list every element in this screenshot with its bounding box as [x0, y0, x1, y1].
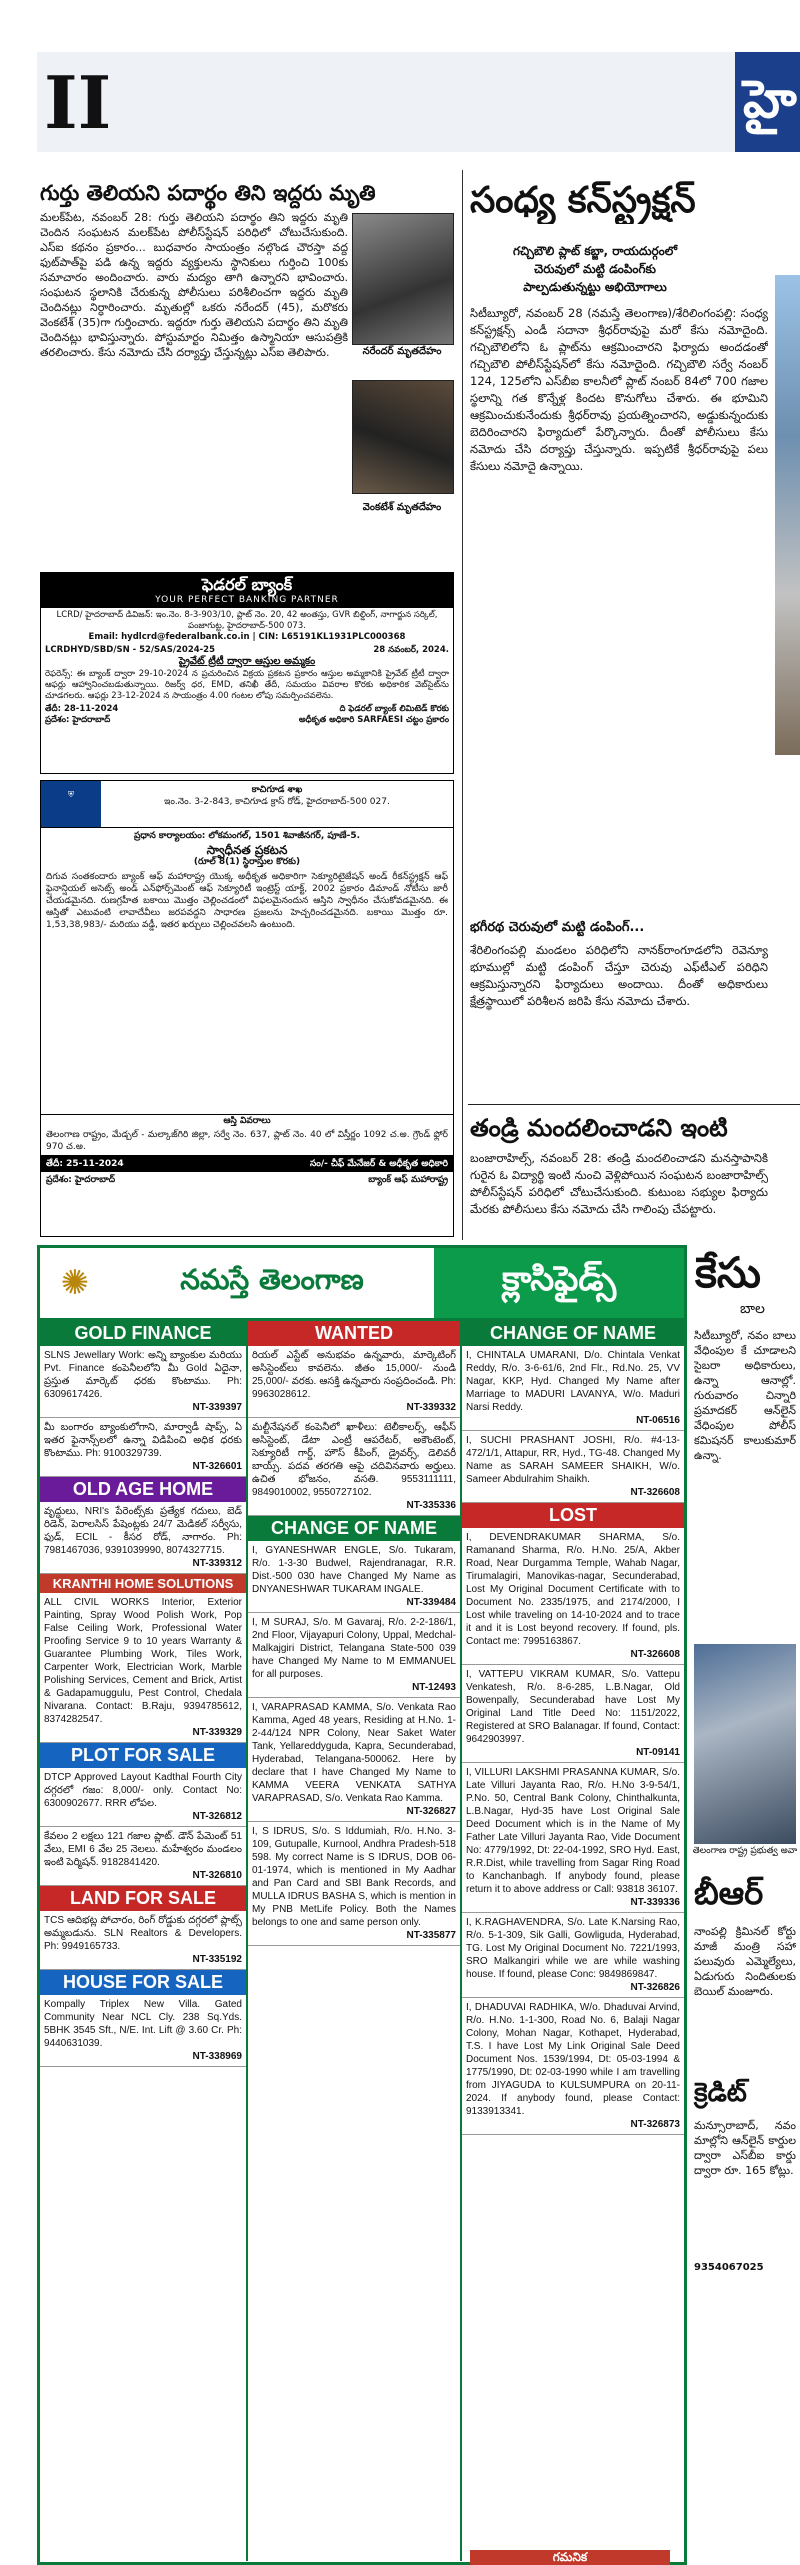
classified-ad — [248, 1418, 460, 1516]
classified-category-heading: PLOT FOR SALE — [40, 1743, 246, 1768]
federal-bank-address: LCRD/ హైదరాబాద్ డివిజన్: ఇం.నెం. 8-3-903/10, ప్లాట్ నెం. 20, 42 అంతస్తు, GVR బిల్డింగ్, నాగార్జున సర్కిల్, పంజాగుట్ట, హైదరాబాద్-500 073. — [56, 610, 438, 631]
bank2-footer-left2: ప్రదేశం: హైదరాబాద్ — [46, 1175, 116, 1185]
telangana-emblem-icon: ✺ — [60, 1263, 90, 1303]
classified-ad — [40, 1321, 246, 1418]
classified-text: మల్టీనేషనల్ కంపెనీలో ఖాళీలు: టెలీకాలర్స్, ఆఫీస్ అసిస్టెంట్, డేటా ఎంట్రీ ఆపరేటర్, అకౌంటెంట్, సెక్యూరిటీ గార్డ్, హౌస్ కీపింగ్, డ్రైవర్స్, డెలివరీ బాయ్స్. పదవ తరగతి ఆపై చదివినవారు అర్హులు. ఉచిత భోజనం, వసతి. 9553111111, 9849010002, 9550727102. — [252, 1422, 456, 1498]
classified-ref-number: NT-12493 — [412, 1682, 456, 1693]
classified-text: రియల్ ఎస్టేట్ అనుభవం ఉన్నవారు, మార్కెటింగ్ అసిస్టెంట్‌లు కావలెను. జీతం 15,000/- నుండి 25,000/- వరకు. ఆసక్తి ఉన్నవారు సంప్రదించండి. Ph: 9963028612. — [252, 1350, 456, 1400]
masthead-right-title: హై — [743, 70, 797, 130]
right-headline-2: బీఆర్ — [694, 1874, 764, 1912]
story1-body — [40, 210, 348, 565]
classified-text: I, SUCHI PRASHANT JOSHI, R/o. #4-13-472/1/1, Attapur, RR, Hyd., TG-48. Changed My Name as SARAH SAMEER SHAIKH, W/o. Sameer Abdulrahim Shaikh. — [466, 1435, 680, 1485]
classified-ad — [462, 1913, 684, 1998]
bank2-body: దిగువ సంతకందారు బ్యాంక్ ఆఫ్ మహారాష్ట్ర యొక్క అధీకృత అధికారిగా సెక్యూరిటైజేషన్ అండ్ రీకన్‌స్ట్రక్షన్ ఆఫ్ ఫైనాన్షియల్ అసెట్స్ అండ్ ఎన్‌ఫోర్స్‌మెంట్ ఆఫ్ సెక్యూరిటీ ఇంట్రెస్ట్ యాక్ట్, 2002 ప్రకారం డిమాండ్ నోటీసు జారీ చేయడమైనది. రుణగ్రహీత బకాయి మొత్తం చెల్లించడంలో విఫలమైనందున ఆస్తిని స్వాధీనం చేసుకోవడమైనది. ఈ ఆస్తితో ఎటువంటి లావాదేవీలు జరపవద్దని సాధారణ ప్రజలను హెచ్చరించడమైనది. బకాయి మొత్తం రూ. 1,53,38,983/- మరియు వడ్డీ, ఇతర ఖర్చులు చెల్లించవలసి ఉంటుంది. — [46, 872, 448, 930]
classified-ad — [248, 1321, 460, 1418]
classified-ad — [40, 1477, 246, 1574]
right-caption: తెలంగాణ రాష్ట్ర ప్రభుత్వ అవా — [692, 1846, 798, 1856]
classified-ref-number: NT-338969 — [192, 2051, 242, 2062]
story2-body — [470, 305, 768, 915]
federal-bank-footer-left: తేదీ: 28-11-2024 — [45, 704, 119, 714]
story2-subhead-4: భగీరథ చెరువులో మట్టి డంపింగ్... — [470, 920, 645, 935]
masthead — [37, 52, 800, 152]
classified-ad — [248, 1613, 460, 1698]
story2-body-2 — [470, 942, 768, 1102]
federal-bank-name: ఫెడరల్ బ్యాంక్ — [201, 575, 293, 594]
story3-headline: తండ్రి మందలించాడని ఇంటి — [470, 1114, 728, 1142]
classified-category-heading: OLD AGE HOME — [40, 1477, 246, 1502]
page-numeral: II — [44, 60, 112, 145]
story1-caption-1: నరేందర్ మృతదేహం — [362, 346, 442, 357]
classified-text: I, CHINTALA UMARANI, D/o. Chintala Venkat Reddy, R/o. 3-6-61/6, 2nd Flr., Rd.No. 25, VV Nagar, KKP, Hyd. Changed My Name after Marriage to MADURI LAVANYA, W/o. Maduri Narsi Reddy. — [466, 1350, 680, 1413]
classified-ad — [248, 1516, 460, 1613]
classified-ref-number: NT-326608 — [630, 1649, 680, 1660]
story3-paragraph: బంజారాహిల్స్, నవంబర్ 28: తండ్రి మందలించాడని మనస్తాపానికి గురైన ఓ విద్యార్థి ఇంటి నుంచి వెళ్లిపోయిన సంఘటన బంజారాహిల్స్ పోలీస్‌స్టేషన్ పరిధిలో చోటుచేసుకుంది. కుటుంబ సభ్యుల ఫిర్యాదు మేరకు పోలీసులు కేసు నమోదు చేసి గాలింపు చేపట్టారు. — [470, 1151, 768, 1216]
story1-photo-1 — [352, 213, 454, 345]
classified-ad — [248, 1698, 460, 1822]
classified-ref-number: NT-339329 — [192, 1727, 242, 1738]
classified-text: I, VARAPRASAD KAMMA, S/o. Venkata Rao Kamma, Aged 48 years, Residing at H.No. 1-2-44/124 NPR Colony, Near Saket Water Tank, Yellareddyguda, Kapra, Secunderabad, Hyderabad, Telangana-500062. Here by declare that I have Changed My Name to KAMMA VEERA VENKATA SATHYA VARAPRASAD, S/o. Venkata Rao Kamma. — [252, 1702, 456, 1804]
classifieds-col-1 — [40, 1321, 248, 2561]
story2-photo-strip — [775, 275, 800, 755]
classified-ad — [40, 1418, 246, 1477]
story2-headline: సంధ్య కన్‌స్ట్రక్షన్ — [470, 180, 696, 221]
bank2-branch: కాచిగూడ శాఖ — [251, 785, 303, 795]
story1-paragraph: మలక్‌పేట, నవంబర్ 28: గుర్తు తెలియని పదార్థం తిని ఇద్దరు మృతి చెందిన సంఘటన మలక్‌పేట పోలీస్‌స్టేషన్ పరిధిలో చోటుచేసుకుంది. ఎస్‌ఐ కథనం ప్రకారం... బుధవారం సాయంత్రం నల్గొండ చౌరస్తా వద్ద ఫుట్‌పాత్‌పై పడి ఉన్న ఇద్దరు వ్యక్తులను స్థానికులు గుర్తించి 100కు సమాచారం అందించారు. వారు మద్యం తాగి ఉన్నారని భావించారు. సంఘటన స్థలానికి చేరుకున్న పోలీసులు పరిశీలించగా ఇద్దరు మృతి చెందినట్లు నిర్ధారించారు. మృతుల్లో ఒకరు నరేందర్ (45), మరొకరు వెంకటేశ్ (35)గా గుర్తించారు. ఇద్దరూ గుర్తు తెలియని పదార్థం తిని మృతి చెందినట్లు భావిస్తున్నారు. పోస్టుమార్టం నిమిత్తం ఉస్మానియా ఆసుపత్రికి తరలించారు. కేసు నమోదు చేసి దర్యాప్తు చేస్తున్నట్లు ఎస్‌ఐ తెలిపారు. — [40, 211, 348, 359]
federal-bank-date: 28 నవంబర్, 2024. — [373, 645, 449, 655]
federal-bank-header — [41, 573, 453, 608]
federal-bank-footer-left2: ప్రదేశం: హైదరాబాద్ — [45, 715, 111, 725]
classified-ad — [462, 1665, 684, 1763]
bank2-footer-left: తేదీ: 25-11-2024 — [46, 1159, 124, 1169]
federal-bank-body: రెఫరెన్స్: ఈ బ్యాంక్ ద్వారా 29-10-2024 న ప్రచురించిన విక్రయ ప్రకటన ప్రకారం ఆస్తుల అమ్మకానికి ప్రైవేట్ ట్రీటీ ద్వారా ఆఫర్లు ఆహ్వానించబడుతున్నాయి. రిజర్వ్ ధర, EMD, తనిఖీ తేదీ, సమయం వివరాల కొరకు అధికారిక వెబ్‌సైట్‌ను చూడగలరు. ఆఫర్లు 23-12-2024 న సాయంత్రం 4.00 గంటల లోపు సమర్పించవలెను. — [45, 669, 449, 701]
federal-bank-footer-right2: అధీకృత అధికారి SARFAESI చట్టం ప్రకారం — [298, 715, 449, 725]
right-column — [690, 1245, 800, 2565]
classified-category-heading: LOST — [462, 1503, 684, 1528]
classifieds-col-2 — [248, 1321, 462, 2561]
classifieds-bottom-tag: గమనిక — [470, 2550, 670, 2565]
classified-ad — [462, 1503, 684, 1665]
story3-body — [470, 1150, 768, 1238]
classified-category-heading: KRANTHI HOME SOLUTIONS — [40, 1574, 246, 1593]
bank2-subtitle: (రూల్ 8(1) స్థిరాస్తుల కొరకు) — [193, 857, 301, 867]
classified-ad — [462, 1998, 684, 2135]
bank2-footer-right: సం/- చీఫ్ మేనేజర్ & అధీకృత అధికారి — [309, 1159, 448, 1169]
right-subhead-1: బాల — [740, 1301, 765, 1317]
right-paragraph-1: సిటీబ్యూరో, నవం బాలు వేధింపుల కే చూడాలని సైబరా అధికారులు, ఉన్నా ఆనాల్లో. గురువారం చిన్నారి ప్రమాదకర్ ఆన్‌లైన్ వేధింపుల పోలీస్ కమిషనర్ కాలుకుమార్ ఉన్నా. — [694, 1329, 796, 1462]
classified-ref-number: NT-339332 — [406, 1402, 456, 1413]
classified-ad — [462, 1431, 684, 1503]
bank2-title: స్వాధీనత ప్రకటన — [206, 843, 288, 857]
story2-paragraph-2: శేరిలింగంపల్లి మండలం పరిధిలోని నానక్‌రాంగూడలోని రెవెన్యూ భూముల్లో మట్టి డంపింగ్ చేస్తూ చెరువు ఎఫ్‌టీఎల్ పరిధిని ఆక్రమిస్తున్నారని ఫిర్యాదులు అందాయి. దీంతో అధికారులు క్షేత్రస్థాయిలో పరిశీలన జరిపి కేసు నమోదు చేశారు. — [470, 943, 768, 1008]
classified-ref-number: NT-326601 — [192, 1461, 242, 1472]
classified-ad — [40, 1827, 246, 1886]
classified-ad — [40, 1886, 246, 1970]
story2-subhead-3: పాల్పడుతున్నట్టు అభియోగాలు — [523, 280, 667, 294]
classified-text: I, VATTEPU VIKRAM KUMAR, S/o. Vattepu Venkatesh, R/o. 8-6-285, L.B.Nagar, Old Bowenpally, Secunderabad have Lost My Original Land Title Deed No: 1151/2022, Registered at SRO Balanagar. If found, Contact: 9642903997. — [466, 1669, 680, 1745]
classified-text: I, GYANESHWAR ENGLE, S/o. Tukaram, R/o. 1-3-30 Budwel, Rajendranagar, R.R. Dist.-500 030 have Changed My Name as DNYANESHWAR TUKARAM INGALE. — [252, 1545, 456, 1595]
bank2-footer-right2: బ్యాంక్ ఆఫ్ మహారాష్ట్ర — [368, 1175, 448, 1185]
bank2-reg-office: ప్రధాన కార్యాలయం: లోకమంగల్, 1501 శివాజీనగర్, పూణే-5. — [133, 831, 361, 841]
classified-text: వృద్ధులు, NRI's పేరెంట్స్‌కు ప్రత్యేక గదులు, బెడ్ రిడెన్, పెరాలసిస్ పేషెంట్లకు 24/7 మెడికల్ సర్వీసు, ఫుడ్, ECIL - కీసర రోడ్, నాగారం. Ph: 7981467036, 9391039990, 8074327715. — [44, 1506, 242, 1556]
bank2-property: తెలంగాణ రాష్ట్రం, మేడ్చల్ - మల్కాజ్‌గిరి జిల్లా, సర్వే నెం. 637, ప్లాట్ నెం. 40 లో విస్తీర్ణం 1092 చ.అ. గ్రౌండ్ ఫ్లోర్ 970 చ.అ. — [46, 1130, 448, 1152]
story2-subheads — [470, 242, 720, 296]
classified-category-heading: CHANGE OF NAME — [462, 1321, 684, 1346]
classified-text: I, DEVENDRAKUMAR SHARMA, S/o. Ramanand Sharma, R/o. H.No. 25/A, Akber Road, Near Durgamma Temple, Wahab Nagar, Tirumalagiri, Manovikas-nagar, Secunderabad, Lost My Original Document Certificate with to Document No. 2335/1975, and 2174/2000, I Lost while traveling on 14-10-2024 and to trace it and it is Lost beyond recovery. If found, pls. Contact me: 7995163867. — [466, 1532, 680, 1647]
classified-ref-number: NT-06516 — [636, 1415, 680, 1426]
classified-category-heading: CHANGE OF NAME — [248, 1516, 460, 1541]
federal-bank-tagline: YOUR PERFECT BANKING PARTNER — [155, 595, 339, 605]
bank-logo: ⛨ — [41, 781, 101, 827]
right-headline-1: కేసు — [695, 1248, 761, 1297]
classifieds-col-3 — [462, 1321, 684, 2561]
classified-text: DTCP Approved Layout Kadthal Fourth City దగ్గరలో గజం: 8,000/- only. Contact No: 6300902677. RRR లోపల. — [44, 1772, 242, 1809]
classified-ref-number: NT-339336 — [630, 1897, 680, 1908]
right-headline-3: క్రెడిట్ — [694, 2078, 747, 2108]
masthead-right-band — [735, 52, 800, 152]
federal-bank-footer-right: ది ఫెడరల్ బ్యాంక్ లిమిటెడ్ కొరకు — [339, 704, 449, 714]
classified-text: I, K.RAGHAVENDRA, S/o. Late K.Narsing Rao, R/o. 5-1-309, Sik Galli, Gowliguda, Hyderabad, TG. Lost My Original Document No. 7221/1993, SRO Malkangiri while we are while washing house. If found, please Conc: 9849869847. — [466, 1917, 680, 1980]
classified-category-heading: LAND FOR SALE — [40, 1886, 246, 1911]
classified-ad — [248, 1822, 460, 1946]
right-photo — [694, 1644, 796, 1844]
story2-subhead-2: చెరువులో మట్టి డంపింగ్‌కు — [534, 262, 656, 276]
right-paragraph-2: నాంపల్లి క్రిమినల్ కోర్టు మాజీ మంత్రి సహా పలువురు ఎమ్మెల్యేలు, ఏడుగురు నిందితులకు బెయిల్ మంజూరు. — [694, 1925, 796, 1998]
classified-ref-number: NT-09141 — [636, 1747, 680, 1758]
classified-ad — [40, 1970, 246, 2067]
story1-caption-2: వెంకటేశ్ మృతదేహం — [362, 502, 442, 513]
classified-text: I, M SURAJ, S/o. M Gavaraj, R/o. 2-2-186/1, 2nd Floor, Vijayapuri Colony, Uppal, Medchal-Malkajgiri District, Telangana State-500 039 have Changed My Name to M EMMANUEL for all purposes. — [252, 1617, 456, 1680]
classified-ref-number: NT-326810 — [192, 1870, 242, 1881]
classified-ad — [40, 1743, 246, 1827]
classified-ad — [462, 1763, 684, 1913]
classified-ref-number: NT-335192 — [192, 1954, 242, 1965]
classified-text: I, S IDRUS, S/o. S Iddumiah, R/o. H.No. 3-109, Gutupalle, Kurnool, Andhra Pradesh-518 598. My correct Name is S IDRUS, DOB 06-01-1974, which is mentioned in My Aadhar and Pan Card and SBI Bank Records, and MULLA IDRUS BASHA S, which is mention in My PNB MetLife Policy. Both the Names belongs to one and same person only. — [252, 1826, 456, 1928]
classified-ref-number: NT-339397 — [192, 1402, 242, 1413]
classified-text: Kompally Triplex New Villa. Gated Community Near NCL Cly. 238 Sq.Yds. 5BHK 3545 Sft., N/E. Int. Lift @ 3.60 Cr. Ph: 9440631039. — [44, 1999, 242, 2049]
classified-ref-number: NT-335336 — [406, 1500, 456, 1511]
classified-category-heading: GOLD FINANCE — [40, 1321, 246, 1346]
story1-photo-2 — [352, 380, 454, 494]
classified-ad — [462, 1321, 684, 1431]
classified-category-heading: HOUSE FOR SALE — [40, 1970, 246, 1995]
column-divider — [462, 170, 463, 1240]
story2-subhead-1: గచ్చిబౌలి ప్లాట్ కబ్జా, రాయదుర్గంలో — [512, 244, 678, 258]
story1-headline: గుర్తు తెలియని పదార్థం తిని ఇద్దరు మృతి — [40, 181, 376, 205]
classified-ref-number: NT-326873 — [630, 2119, 680, 2130]
federal-bank-contact: Email: hydlcrd@federalbank.co.in | CIN: L65191KL1931PLC000368 — [88, 632, 406, 642]
classified-ref-number: NT-326608 — [630, 1487, 680, 1498]
federal-bank-ad — [40, 572, 454, 774]
classified-text: TCS ఆదిభట్ల పోచారం, రింగ్ రోడ్డుకు దగ్గరలో ప్లాట్స్ అమ్మబడును. SLN Realtors & Developers. Ph: 9949165733. — [44, 1915, 242, 1952]
classified-text: ALL CIVIL WORKS Interior, Exterior Painting, Spray Wood Polish Work, Pop False Ceiling Work, Professional Water Proofing Service 9 to 10 years Warranty & Guarantee Plumbing Work, Tiles Work, Carpenter Work, Electrician Work, Marble Polishing Services, Cement and Brick, Artist & Gadapamuggulu, Pest Control, Chedala Nivarana. Contact: B.Raju, 9394785612, 8374282547. — [44, 1597, 242, 1725]
classifieds-section — [37, 1245, 687, 2565]
federal-bank-title: ప్రైవేట్ ట్రీటీ ద్వారా ఆస్తుల అమ్మకం — [178, 656, 316, 667]
classified-text: SLNS Jewellary Work: అన్ని బ్యాంకుల మరియు Pvt. Finance కంపెనీలలోని మీ Gold ఏదైనా, ప్రస్తుత మార్కెట్ ధరకు కొంటాము. Ph: 6309617426. — [44, 1350, 242, 1400]
classified-text: I, VILLURI LAKSHMI PRASANNA KUMAR, S/o. Late Villuri Jayanta Rao, R/o. H.No 3-9-54/1, P.No. 50, Central Bank Colony, Chinthalkunta, L.B.Nagar, Hyd-35 have Lost Original Sale Deed Document which is in the Name of My Father Late Villuri Jayanta Rao, Vide Document No: 4779/1992, Dt: 22-04-1992, SRO Hyd. East, R.R.Dist, while travelling from Sagar Ring Road to Kanchanbagh. If anybody found, please return it to above address or Call: 93818 36107. — [466, 1767, 681, 1895]
bank2-address: ఇం.నెం. 3-2-843, కాచిగూడ క్రాస్ రోడ్, హైదరాబాద్-500 027. — [164, 797, 390, 807]
classified-ref-number: NT-326812 — [192, 1811, 242, 1822]
bank-of-maharashtra-ad — [40, 780, 454, 1237]
classified-ref-number: NT-339312 — [192, 1558, 242, 1569]
classified-ad — [40, 1574, 246, 1743]
bank2-property-title: ఆస్తి వివరాలు — [41, 1114, 453, 1127]
classified-ref-number: NT-339484 — [406, 1597, 456, 1608]
right-phone: 9354067025 — [694, 2262, 764, 2273]
classifieds-header — [40, 1248, 684, 1321]
classified-category-heading: WANTED — [248, 1321, 460, 1346]
classified-text: కేవలం 2 లక్షలు 121 గజాల ప్లాట్. డౌన్ పేమెంట్ 51 వేలు, EMI 6 వేల 25 నెలలు. మహేశ్వరం మండలం ఇంటి పెర్మిషన్. 9182841420. — [44, 1831, 242, 1868]
classified-ref-number: NT-326827 — [406, 1806, 456, 1817]
classifieds-brand: నమస్తే తెలంగాణ — [110, 1248, 434, 1318]
story2-paragraph: సిటీబ్యూరో, నవంబర్ 28 (నమస్తే తెలంగాణ)/శేరిలింగంపల్లి: సంధ్య కన్‌స్ట్రక్షన్స్ ఎండీ సదానా శ్రీధర్‌రావుపై మరో కేసు నమోదైంది. గచ్చిబౌలిలోని ఓ ప్లాట్‌ను ఆక్రమించారని ఫిర్యాదు అందడంతో గచ్చిబౌలి పోలీస్‌స్టేషన్‌లో కేసు నమోదైంది. గచ్చిబౌలి సర్వే నంబర్ 124, 125లోని ఎస్‌బీఐ కాలనీలో ప్లాట్ నంబర్ 84లో 700 గజాల స్థలాన్ని గత కొన్నేళ్ల కిందట కొనుగోలు చేశారు. ఈ భూమిని ఆక్రమించుకునేందుకు శ్రీధర్‌రావు ప్రయత్నించారని, అడ్డుకున్నందుకు బెదిరించారని ఫిర్యాదులో పేర్కొన్నారు. దీంతో పోలీసులు కేసు నమోదు చేసి దర్యాప్తు చేస్తున్నారు. ఇప్పటికే శ్రీధర్‌రావుపై పలు కేసులు నమోదై ఉన్నాయి. — [470, 306, 768, 473]
classified-ref-number: NT-326826 — [630, 1982, 680, 1993]
classified-text: I, DHADUVAI RADHIKA, W/o. Dhaduvai Arvind, R/o. H.No. 1-1-300, Road No. 6, Balaji Nagar Colony, Mohan Nagar, Kothapet, Hyderabad, T.S. I have Lost My Link Original Sale Deed Document Nos. 1539/1994, Dt: 05-03-1994 & 1775/1990, Dt: 02-03-1990 while I am travelling from JIYAGUDA to KULSUMPURA on 20-11-2024. If anybody found, please Contact: 9133913341. — [466, 2002, 680, 2117]
classifieds-title: క్లాసిఫైడ్స్ — [434, 1248, 684, 1318]
right-paragraph-3: మన్సూరాబాద్, నవం మాల్లోని ఆన్‌లైన్ కార్డుల ద్వారా ఎస్‌బీఐ కార్డు ద్వారా రూ. 165 కోట్లు. — [694, 2119, 796, 2177]
federal-bank-ref: LCRDHYD/SBD/SN - 52/SAS/2024-25 — [45, 645, 215, 655]
story3-rule — [468, 1104, 800, 1105]
classified-text: మీ బంగారం బ్యాంకులోగాని, మార్వాడీ షాప్స్, ఏ ఇతర ఫైనాన్స్‌లలో ఉన్నా విడిపించి అధిక ధరకు కొంటాము. Ph: 9100329739. — [44, 1422, 242, 1459]
classified-ref-number: NT-335877 — [406, 1930, 456, 1941]
